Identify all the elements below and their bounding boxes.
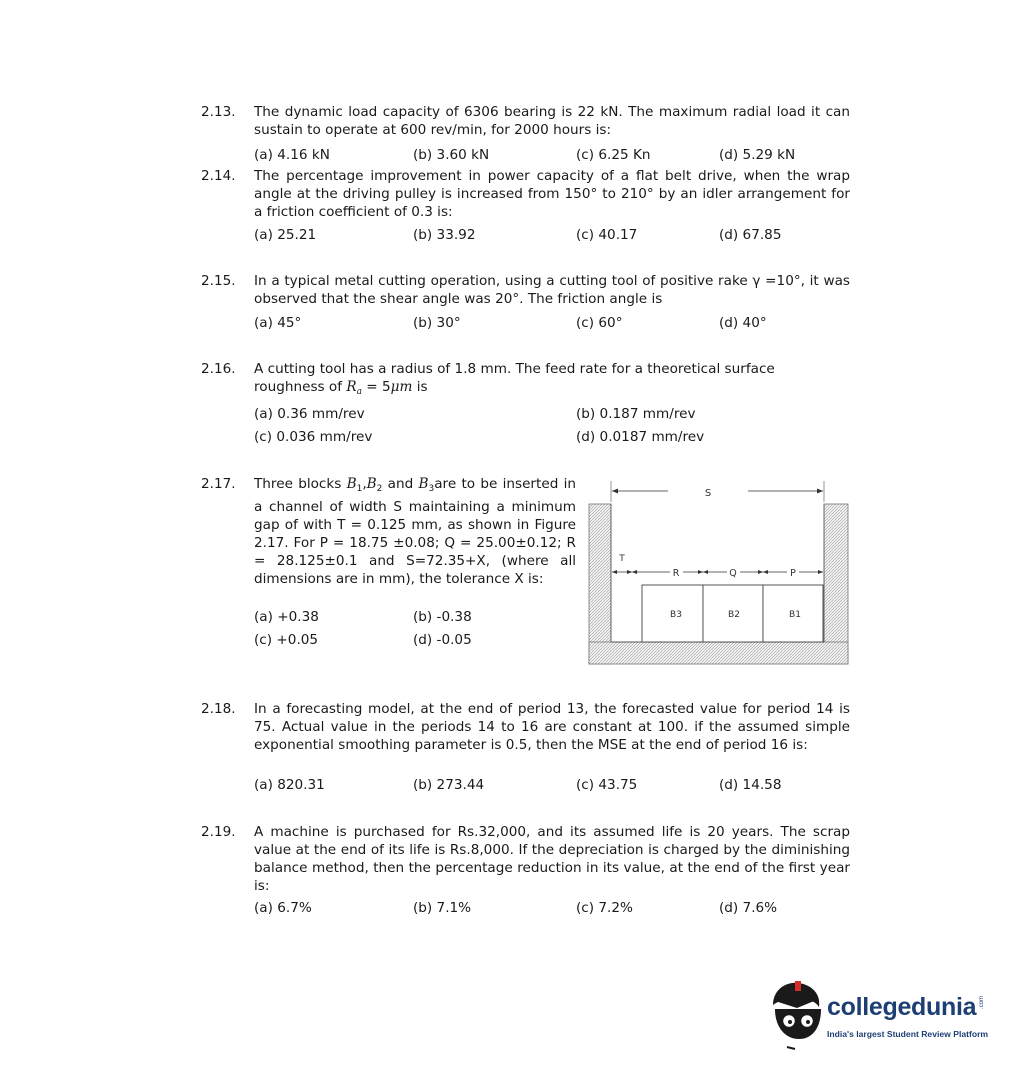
equals-value: = 5 (361, 379, 391, 395)
label-r: R (672, 568, 680, 579)
option-c: (c) 7.2% (576, 900, 633, 916)
question-number: 2.16. (201, 361, 236, 377)
channel-base (589, 642, 848, 664)
question-text-line2: roughness of (254, 379, 347, 395)
option-b: (b) 0.187 mm/rev (576, 406, 696, 422)
option-a: (a) 25.21 (254, 227, 317, 243)
option-c: (c) 43.75 (576, 777, 638, 793)
option-d: (d) 5.29 kN (719, 147, 796, 163)
text-segment: are to be inserted in a channel of width S maintaining a minimum gap of with T = 0.125 mm, as shown in Figure 2.17. For P = 18.75 ±0.08; Q = 25.00±0.12; R = 28.125±0.1 and S=72.35+X, (where all dimensions are in mm), the tolerance X is: (254, 476, 576, 587)
logo-tagline: India's largest Student Review Platform (827, 1029, 989, 1039)
option-a: (a) +0.38 (254, 609, 319, 625)
option-a: (a) 45° (254, 315, 302, 331)
label-s: S (704, 488, 712, 499)
question-text: In a forecasting model, at the end of period 13, the forecasted value for period 14 is 75. Actual value in the periods 14 to 16 are constant at 100. if the assumed simple exponential smoothing parameter is 0.5, then the MSE at the end of period 16 is: (254, 701, 850, 753)
option-b: (b) 33.92 (413, 227, 476, 243)
block-b2: B (366, 476, 377, 492)
question-text-end: is (412, 379, 428, 395)
option-b: (b) 7.1% (413, 900, 472, 916)
option-c: (c) 6.25 Kn (576, 147, 651, 163)
question-number: 2.17. (201, 476, 236, 492)
subscript: 1 (356, 484, 363, 494)
question-text: A machine is purchased for Rs.32,000, and its assumed life is 20 years. The scrap value at the end of its life is Rs.8,000. If the depreciation is charged by the diminishing balance method, then the percentage reduction in its value, at the end of the first year is: (254, 824, 850, 894)
text-segment: Three blocks (254, 476, 347, 492)
variable-subscript: a (356, 387, 362, 397)
mascot-icon (765, 975, 829, 1055)
question-text-line1: A cutting tool has a radius of 1.8 mm. The feed rate for a theoretical surface (254, 361, 775, 377)
block-b1-label: B1 (789, 610, 801, 620)
channel-block-figure (588, 476, 850, 668)
option-a: (a) 6.7% (254, 900, 312, 916)
label-q: Q (729, 568, 737, 579)
arrow-right-icon (817, 489, 823, 494)
option-c: (c) 60° (576, 315, 623, 331)
option-b: (b) 3.60 kN (413, 147, 490, 163)
label-t: T (619, 554, 625, 564)
question-number: 2.13. (201, 104, 236, 120)
option-a: (a) 820.31 (254, 777, 325, 793)
option-c: (c) 40.17 (576, 227, 638, 243)
option-c: (c) 0.036 mm/rev (254, 429, 373, 445)
block-b2-label: B2 (728, 610, 740, 620)
option-d: (d) 40° (719, 315, 767, 331)
block-b3-label: B3 (670, 610, 682, 620)
subscript: 2 (376, 484, 383, 494)
option-d: (d) -0.05 (413, 632, 472, 648)
option-a: (a) 0.36 mm/rev (254, 406, 365, 422)
option-a: (a) 4.16 kN (254, 147, 330, 163)
question-text: In a typical metal cutting operation, using a cutting tool of positive rake γ =10°, it was observed that the shear angle was 20°. The friction angle is (254, 273, 850, 307)
label-p: P (790, 568, 796, 579)
logo-suffix: .com (979, 995, 985, 1009)
option-b: (b) 30° (413, 315, 461, 331)
option-b: (b) -0.38 (413, 609, 472, 625)
option-d: (d) 7.6% (719, 900, 778, 916)
question-number: 2.14. (201, 168, 236, 184)
option-b: (b) 273.44 (413, 777, 485, 793)
option-d: (d) 14.58 (719, 777, 782, 793)
question-number: 2.15. (201, 273, 236, 289)
subscript: 3 (428, 484, 435, 494)
channel-left-wall (589, 504, 611, 664)
option-d: (d) 0.0187 mm/rev (576, 429, 705, 445)
collegedunia-logo (765, 975, 995, 1055)
option-d: (d) 67.85 (719, 227, 782, 243)
question-number: 2.19. (201, 824, 236, 840)
variable-r: R (346, 379, 357, 395)
question-text (254, 360, 850, 401)
option-c: (c) +0.05 (254, 632, 319, 648)
text-segment: and (382, 476, 419, 492)
block-b1: B (346, 476, 357, 492)
question-text: The percentage improvement in power capacity of a flat belt drive, when the wrap angle at the driving pulley is increased from 150° to 210° by an idler arrangement for a friction coefficient of 0.3 is: (254, 168, 850, 220)
block-b3: B (418, 476, 429, 492)
question-text (254, 475, 576, 588)
question-text: The dynamic load capacity of 6306 bearing is 22 kN. The maximum radial load it can sustain to operate at 600 rev/min, for 2000 hours is: (254, 104, 850, 138)
channel-right-wall (824, 504, 848, 664)
comma: , (362, 476, 367, 492)
question-number: 2.18. (201, 701, 236, 717)
arrow-left-icon (612, 489, 618, 494)
logo-wordmark: collegedunia (827, 993, 977, 1021)
unit-micrometre: μm (390, 379, 413, 395)
